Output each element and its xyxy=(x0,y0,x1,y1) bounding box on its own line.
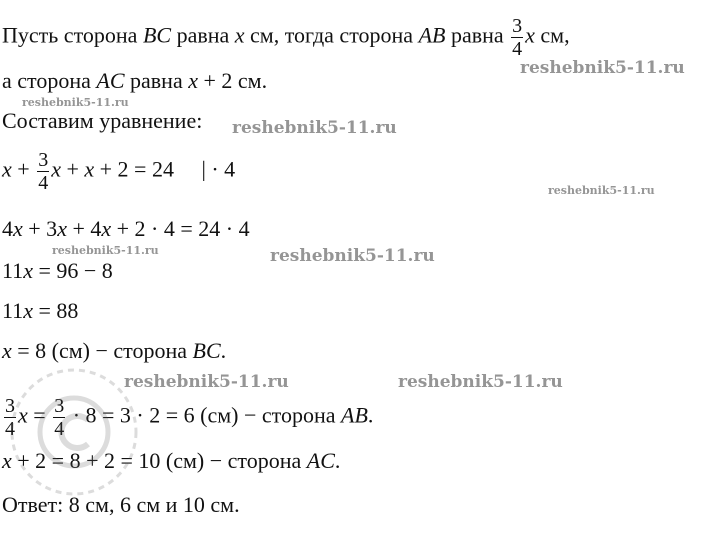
fraction-numerator: 3 xyxy=(38,149,49,171)
text-segment: + xyxy=(60,156,85,182)
watermark: reshebnik5-11.ru xyxy=(270,246,435,266)
fraction-three-quarters xyxy=(37,150,49,193)
text-segment: равна xyxy=(124,68,189,93)
text-segment: 4 xyxy=(2,216,13,241)
watermark: reshebnik5-11.ru xyxy=(398,372,563,392)
text-line-1 xyxy=(2,16,570,59)
text-segment: 11 xyxy=(2,298,24,323)
equation-line-4 xyxy=(2,298,78,324)
text-line-2 xyxy=(2,68,267,94)
side-bc: BC xyxy=(192,338,221,363)
text-segment: . xyxy=(367,402,374,428)
fraction-numerator: 3 xyxy=(54,395,65,417)
result-side-bc xyxy=(2,338,226,364)
text-segment: = 8 (см) − сторона xyxy=(11,338,193,363)
side-bc: BC xyxy=(142,22,172,48)
fraction-numerator: 3 xyxy=(5,395,15,417)
copyright-seal-icon xyxy=(4,362,144,502)
variable-x: x xyxy=(23,258,33,283)
text-segment: см, тогда сторона xyxy=(244,22,419,48)
watermark: reshebnik5-11.ru xyxy=(520,58,685,78)
variable-x: x xyxy=(2,448,12,473)
heading-compose-equation: Составим уравнение: xyxy=(2,108,203,133)
text-segment: равна xyxy=(171,22,235,48)
text-segment: . xyxy=(220,338,227,363)
watermark: reshebnik5-11.ru xyxy=(52,244,159,257)
fraction-three-quarters xyxy=(511,16,523,59)
side-ac: AC xyxy=(96,68,125,93)
watermark: reshebnik5-11.ru xyxy=(124,372,289,392)
variable-x: x xyxy=(84,156,95,182)
text-segment: + 3 xyxy=(22,216,58,241)
variable-x: x xyxy=(234,22,245,48)
text-segment: = xyxy=(27,402,52,428)
text-segment: + 2 · 4 = 24 · 4 xyxy=(111,216,250,241)
variable-x: x xyxy=(57,216,67,241)
variable-x: x xyxy=(18,402,28,428)
variable-x: x xyxy=(2,338,12,363)
watermark: reshebnik5-11.ru xyxy=(548,184,655,197)
equation-line-1 xyxy=(2,150,235,193)
fraction-denominator: 4 xyxy=(38,172,49,194)
text-segment: = 96 − 8 xyxy=(32,258,113,283)
text-segment: Пусть сторона xyxy=(2,22,143,48)
variable-x: x xyxy=(525,22,535,48)
text-segment: + 2 = 24 | · 4 xyxy=(94,156,236,182)
text-segment: + xyxy=(11,156,36,182)
equation-line-2 xyxy=(2,216,250,242)
fraction-denominator: 4 xyxy=(5,418,15,440)
variable-x: x xyxy=(188,68,198,93)
text-segment: а сторона xyxy=(2,68,97,93)
text-segment: = 88 xyxy=(32,298,79,323)
fraction-denominator: 4 xyxy=(512,38,523,60)
text-segment: + 2 см. xyxy=(198,68,268,93)
fraction-denominator: 4 xyxy=(54,418,65,440)
watermark: reshebnik5-11.ru xyxy=(232,118,397,138)
text-segment: · 8 = 3 · 2 = 6 (см) − сторона xyxy=(67,402,342,428)
variable-x: x xyxy=(51,156,61,182)
text-segment: . xyxy=(334,448,341,473)
variable-x: x xyxy=(2,156,12,182)
text-segment: см, xyxy=(534,22,570,48)
side-ab: AB xyxy=(418,22,446,48)
text-segment: + 4 xyxy=(66,216,102,241)
variable-x: x xyxy=(13,216,23,241)
side-ac: AC xyxy=(306,448,335,473)
text-segment: 11 xyxy=(2,258,24,283)
answer-line: Ответ: 8 см, 6 см и 10 см. xyxy=(2,492,240,517)
variable-x: x xyxy=(101,216,112,241)
side-ab: AB xyxy=(341,402,368,428)
variable-x: x xyxy=(23,298,33,323)
equation-line-3 xyxy=(2,258,113,284)
text-segment: + 2 = 8 + 2 = 10 (см) − сторона xyxy=(11,448,307,473)
watermark: reshebnik5-11.ru xyxy=(22,96,129,109)
fraction-numerator: 3 xyxy=(512,15,523,37)
text-segment: равна xyxy=(445,22,510,48)
